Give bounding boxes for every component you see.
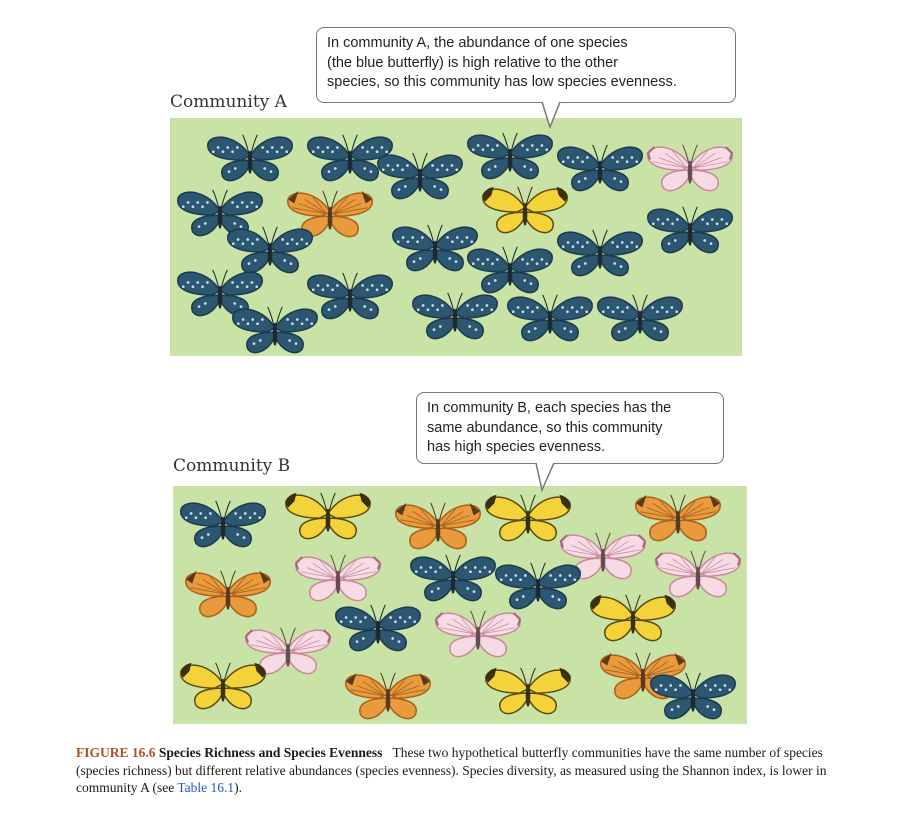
blue-butterfly (508, 295, 592, 341)
yellow-butterfly (591, 595, 675, 641)
callout-a-tail (540, 101, 564, 129)
blue-butterfly (413, 293, 497, 339)
community-b-callout (416, 392, 724, 464)
orange-butterfly (636, 495, 720, 541)
pink-butterfly (436, 611, 520, 657)
pink-butterfly (296, 555, 380, 601)
callout-b-line-2: same abundance, so this community (427, 419, 663, 436)
blue-butterfly (598, 295, 682, 341)
community-b-label: Community B (173, 456, 291, 476)
community-a-label: Community A (170, 92, 287, 112)
figure-caption (76, 744, 836, 797)
callout-b-line-1: In community B, each species has the (427, 400, 672, 416)
blue-butterfly (558, 230, 642, 276)
table-16-1-link[interactable]: Table 16.1 (177, 780, 235, 795)
callout-b-line-3: has high species evenness. (427, 439, 606, 455)
callout-a-line-1: In community A, the abundance of one species (327, 35, 628, 51)
blue-butterfly (233, 307, 317, 353)
community-a-callout (316, 27, 736, 103)
callout-a-line-3: species, so this community has low species evenness. (327, 74, 677, 90)
community-b-panel (173, 486, 747, 724)
blue-butterfly (496, 563, 580, 609)
blue-butterfly (181, 501, 265, 547)
pink-butterfly (656, 551, 740, 597)
callout-a-line-2: (the blue butterfly) is high relative to the other (327, 54, 618, 71)
blue-butterfly (393, 225, 477, 271)
yellow-butterfly (486, 495, 570, 541)
pink-butterfly (648, 145, 732, 191)
blue-butterfly (411, 555, 495, 601)
callout-b-tail (534, 462, 558, 492)
blue-butterfly (228, 227, 312, 273)
yellow-butterfly (181, 663, 265, 709)
yellow-butterfly (483, 187, 567, 233)
figure-number: FIGURE 16.6 (76, 745, 156, 760)
caption-text-2: ). (234, 780, 243, 795)
blue-butterfly (308, 273, 392, 319)
yellow-butterfly (486, 668, 570, 714)
community-b-butterflies (173, 486, 747, 724)
community-a-butterflies (170, 118, 742, 356)
caption-text-1: These two hypothetical butterfly communities have the same number of species (species richness) but different relative abundances (species evenness). Species diversity, as measured using the Shannon index, is lower in community A (see (76, 745, 827, 795)
blue-butterfly (378, 153, 462, 199)
blue-butterfly (178, 190, 262, 236)
community-a-panel (170, 118, 742, 356)
yellow-butterfly (286, 493, 370, 539)
blue-butterfly (651, 673, 735, 719)
blue-butterfly (468, 247, 552, 293)
blue-butterfly (208, 135, 292, 181)
orange-butterfly (186, 571, 270, 617)
blue-butterfly (558, 145, 642, 191)
figure-title: Species Richness and Species Evenness (158, 745, 383, 760)
blue-butterfly (648, 207, 732, 253)
orange-butterfly (346, 673, 430, 719)
orange-butterfly (396, 503, 480, 549)
blue-butterfly (336, 605, 420, 651)
blue-butterfly (468, 133, 552, 179)
